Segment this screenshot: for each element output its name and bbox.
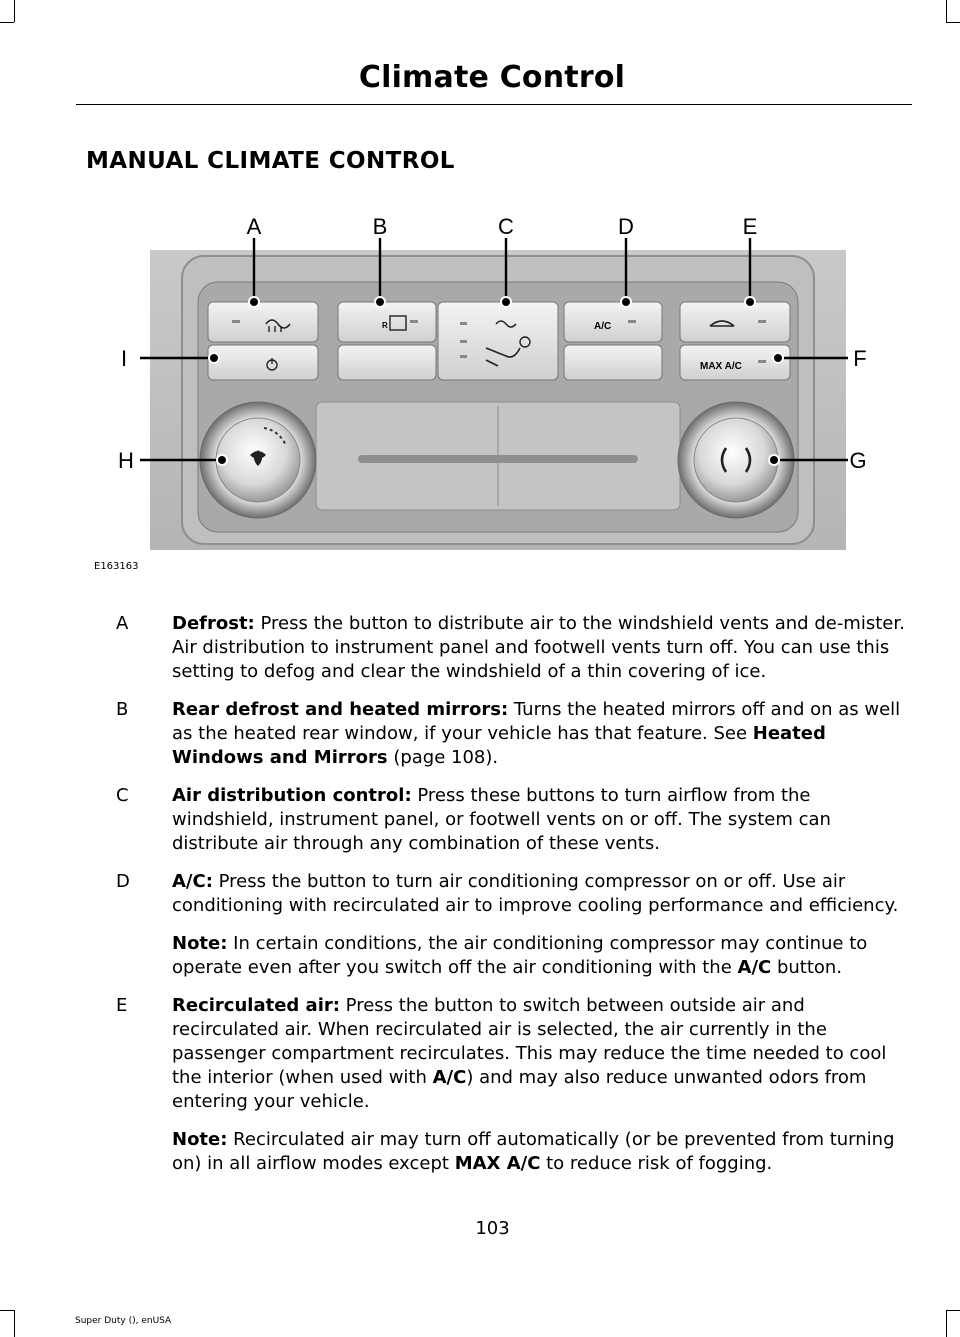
crop-mark [14, 0, 15, 22]
max-ac-label: MAX A/C [700, 361, 742, 372]
note-text: In certain conditions, the air conditioning compressor may continue to operate even after you switch off the air conditioning with the [172, 933, 868, 978]
crop-mark [946, 1310, 960, 1311]
callout-b: B [372, 214, 388, 239]
item-letter: E [116, 995, 128, 1016]
recirculation-button[interactable] [680, 302, 790, 342]
callout-c: C [498, 214, 514, 239]
note [172, 1128, 908, 1176]
item-term: Recirculated air: [172, 995, 340, 1016]
note-text: Recirculated air may turn off automatically (or be prevented from turning on) in all airflow modes except [172, 1129, 895, 1174]
item-text: Press these buttons to turn airflow from the windshield, instrument panel, or footwell vents on or off. The system can distribute air through any combination of these vents. [172, 785, 831, 854]
crop-mark [946, 1310, 947, 1337]
page-header-title: Climate Control [358, 60, 626, 95]
item-text: Press the button to distribute air to the windshield vents and de-mister. Air distribution to instrument panel and footwell vents turn off. You can use this setting to defog and clear the windshield of a thin covering of ice. [172, 613, 905, 682]
cross-reference-link[interactable]: Heated Windows and Mirrors [172, 723, 826, 768]
item-body [172, 870, 908, 980]
item-letter: A [116, 613, 129, 634]
page-footer: Super Duty (), enUSA [75, 1316, 172, 1326]
ac-label: A/C [594, 321, 612, 332]
blank-button [564, 345, 662, 380]
note-label: Note: [172, 1129, 228, 1150]
item-body [172, 994, 908, 1176]
rear-r-label: R [382, 321, 388, 330]
item-letter: D [116, 871, 130, 892]
air-distribution-buttons[interactable] [438, 302, 558, 380]
item-bold: A/C [432, 1067, 467, 1088]
item-text: Turns the heated mirrors off and on as well as the heated rear window, if your vehicle has that feature. See [172, 699, 901, 744]
item-term: Air distribution control: [172, 785, 412, 806]
section-title: MANUAL CLIMATE CONTROL [86, 148, 455, 174]
power-button[interactable] [208, 345, 318, 380]
callout-h: H [118, 448, 134, 473]
item-term: Defrost: [172, 613, 255, 634]
definition-list [0, 612, 960, 1190]
ac-button[interactable] [564, 302, 662, 342]
item-body [172, 612, 908, 684]
header-divider [76, 104, 912, 105]
centre-slot [358, 455, 638, 463]
note-end: to reduce risk of fogging. [540, 1153, 773, 1174]
callout-g: G [849, 448, 867, 473]
callout-a: A [246, 214, 262, 239]
list-item [0, 784, 960, 856]
note-label: Note: [172, 933, 228, 954]
item-term: Rear defrost and heated mirrors: [172, 699, 509, 720]
list-item [0, 870, 960, 980]
item-term: A/C: [172, 871, 213, 892]
climate-control-figure [86, 200, 886, 580]
list-item [0, 698, 960, 770]
callout-i: I [120, 346, 128, 371]
note [172, 932, 908, 980]
blank-button [338, 345, 436, 380]
item-body [172, 784, 908, 856]
list-item [0, 612, 960, 684]
item-letter: B [116, 699, 129, 720]
callout-e: E [742, 214, 758, 239]
note-end: button. [771, 957, 843, 978]
crop-mark [946, 0, 947, 22]
callout-f: F [853, 346, 867, 371]
callout-d: D [618, 214, 634, 239]
defrost-button[interactable] [208, 302, 318, 342]
item-body [172, 698, 908, 770]
max-ac-button[interactable] [680, 345, 790, 380]
crop-mark [0, 22, 14, 23]
crop-mark [0, 1310, 14, 1311]
figure-id: E163163 [94, 561, 139, 572]
list-item [0, 994, 960, 1176]
page-number: 103 [475, 1218, 510, 1239]
rear-defrost-button[interactable] [338, 302, 436, 342]
crop-mark [946, 22, 960, 23]
page-reference: (page 108). [387, 747, 499, 768]
crop-mark [14, 1310, 15, 1337]
note-bold: A/C [737, 957, 772, 978]
climate-panel-illustration [86, 200, 886, 580]
item-letter: C [116, 785, 129, 806]
item-text-end: ) and may also reduce unwanted odors from entering your vehicle. [172, 1067, 867, 1112]
item-text: Press the button to turn air conditioning compressor on or off. Use air conditioning with recirculated air to improve cooling performance and efficiency. [172, 871, 899, 916]
item-text: Press the button to switch between outside air and recirculated air. When recirculated air is selected, the air currently in the passenger compartment recirculates. This may reduce the time needed to cool the interior (when used with [172, 995, 887, 1088]
note-bold: MAX A/C [454, 1153, 541, 1174]
